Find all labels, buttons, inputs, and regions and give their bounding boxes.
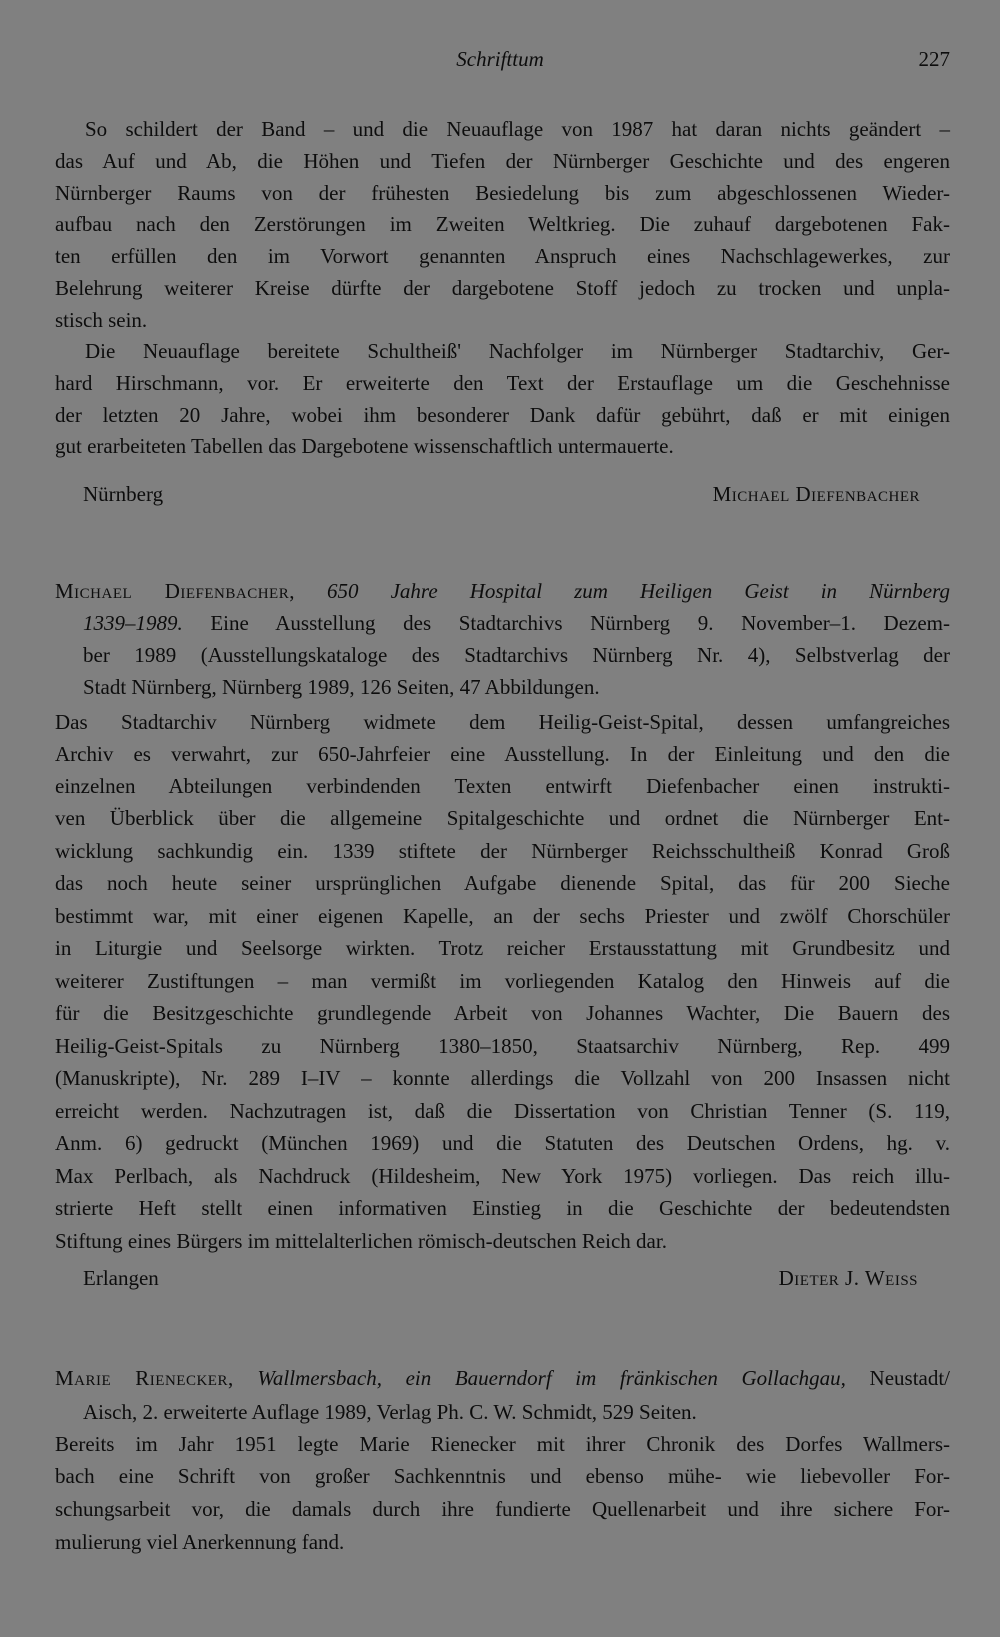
paragraph-line: Die Neuauflage bereitete Schultheiß' Nachfolger im Nürnberger Stadtarchiv, Ger-	[85, 339, 950, 363]
citation-line	[55, 579, 950, 603]
paragraph-line: Stiftung eines Bürgers im mittelalterlichen römisch-deutschen Reich dar.	[55, 1229, 667, 1253]
paragraph-line: das Auf und Ab, die Höhen und Tiefen der Nürnberger Geschichte und des engeren	[55, 149, 950, 173]
citation-title: 650 Jahre Hospital zum Heiligen Geist in Nürnberg	[327, 579, 951, 603]
paragraph-line: für die Besitzgeschichte grundlegende Arbeit von Johannes Wachter, Die Bauern des	[55, 1001, 950, 1025]
citation-title: Wallmersbach, ein Bauerndorf im fränkischen Gollachgau,	[257, 1366, 846, 1390]
paragraph-line: Anm. 6) gedruckt (München 1969) und die Statuten des Deutschen Ordens, hg. v.	[55, 1131, 950, 1155]
paragraph-line: So schildert der Band – und die Neuauflage von 1987 hat daran nichts geändert –	[85, 117, 950, 141]
citation-details: Neustadt/	[869, 1366, 951, 1390]
citation-title-cont: 1339–1989.	[83, 611, 183, 635]
signature-author: Dieter J. Weiss	[778, 1266, 918, 1290]
paragraph-line: gut erarbeiteten Tabellen das Dargebotene wissenschaftlich untermauerte.	[55, 434, 674, 458]
page-number: 227	[918, 47, 950, 71]
paragraph-line: Archiv es verwahrt, zur 650-Jahrfeier eine Ausstellung. In der Einleitung und den die	[55, 742, 950, 766]
paragraph-line: bestimmt war, mit einer eigenen Kapelle, an der sechs Priester und zwölf Chorschüler	[55, 904, 950, 928]
citation-line: Stadt Nürnberg, Nürnberg 1989, 126 Seiten, 47 Abbildungen.	[83, 675, 600, 699]
running-title: Schrifttum	[456, 47, 544, 71]
citation-line: ber 1989 (Ausstellungskataloge des Stadtarchivs Nürnberg Nr. 4), Selbstverlag der	[83, 643, 950, 667]
paragraph-line: hard Hirschmann, vor. Er erweiterte den Text der Erstauflage um die Geschehnisse	[55, 371, 950, 395]
signature-place: Nürnberg	[83, 482, 164, 506]
signature-author: Michael Diefenbacher	[712, 482, 920, 506]
paragraph-line: Heilig-Geist-Spitals zu Nürnberg 1380–1850, Staatsarchiv Nürnberg, Rep. 499	[55, 1034, 950, 1058]
paragraph-line: stisch sein.	[55, 308, 148, 332]
paragraph-line: ten erfüllen den im Vorwort genannten Anspruch eines Nachschlagewerkes, zur	[55, 244, 950, 268]
paragraph-line: Max Perlbach, als Nachdruck (Hildesheim, New York 1975) vorliegen. Das reich illu-	[55, 1164, 950, 1188]
citation-line	[83, 611, 950, 635]
paragraph-line: das noch heute seiner ursprünglichen Aufgabe dienende Spital, das für 200 Sieche	[55, 871, 950, 895]
paragraph-line: erreicht werden. Nachzutragen ist, daß die Dissertation von Christian Tenner (S. 119,	[55, 1099, 950, 1123]
paragraph-line: in Liturgie und Seelsorge wirkten. Trotz reicher Erstausstattung mit Grundbesitz und	[55, 936, 950, 960]
paragraph-line: bach eine Schrift von großer Sachkenntnis und ebenso mühe- wie liebevoller For-	[55, 1464, 950, 1488]
paragraph-line: Bereits im Jahr 1951 legte Marie Rienecker mit ihrer Chronik des Dorfes Wallmers-	[55, 1432, 950, 1456]
citation-line	[55, 1366, 950, 1390]
paragraph-line: Nürnberger Raums von der frühesten Besiedelung bis zum abgeschlossenen Wieder-	[55, 181, 950, 205]
citation-line: Aisch, 2. erweiterte Auflage 1989, Verlag Ph. C. W. Schmidt, 529 Seiten.	[83, 1400, 697, 1424]
paragraph-line: ven Überblick über die allgemeine Spitalgeschichte und ordnet die Nürnberger Ent-	[55, 806, 950, 830]
paragraph-line: Belehrung weiterer Kreise dürfte der dargebotene Stoff jedoch zu trocken und unpla-	[55, 276, 950, 300]
paragraph-line: wicklung sachkundig ein. 1339 stiftete der Nürnberger Reichsschultheiß Konrad Groß	[55, 839, 950, 863]
paragraph-line: strierte Heft stellt einen informativen Einstieg in die Geschichte der bedeutendsten	[55, 1196, 950, 1220]
citation-author: Michael Diefenbacher,	[55, 579, 295, 603]
paragraph-line: (Manuskripte), Nr. 289 I–IV – konnte allerdings die Vollzahl von 200 Insassen nicht	[55, 1066, 950, 1090]
paragraph-line: Das Stadtarchiv Nürnberg widmete dem Heilig-Geist-Spital, dessen umfangreiches	[55, 710, 950, 734]
paragraph-line: aufbau nach den Zerstörungen im Zweiten Weltkrieg. Die zuhauf dargebotenen Fak-	[55, 212, 950, 236]
paragraph-line: schungsarbeit vor, die damals durch ihre fundierte Quellenarbeit und ihre sichere For-	[55, 1497, 950, 1521]
signature-place: Erlangen	[83, 1266, 159, 1290]
paragraph-line: mulierung viel Anerkennung fand.	[55, 1530, 345, 1554]
citation-author: Marie Rienecker,	[55, 1366, 234, 1390]
citation-details: Eine Ausstellung des Stadtarchivs Nürnberg 9. November–1. Dezem-	[210, 611, 950, 635]
paragraph-line: weiterer Zustiftungen – man vermißt im vorliegenden Katalog den Hinweis auf die	[55, 969, 950, 993]
paragraph-line: einzelnen Abteilungen verbindenden Texten entwirft Diefenbacher einen instrukti-	[55, 774, 950, 798]
paragraph-line: der letzten 20 Jahre, wobei ihm besonderer Dank dafür gebührt, daß er mit einigen	[55, 403, 950, 427]
